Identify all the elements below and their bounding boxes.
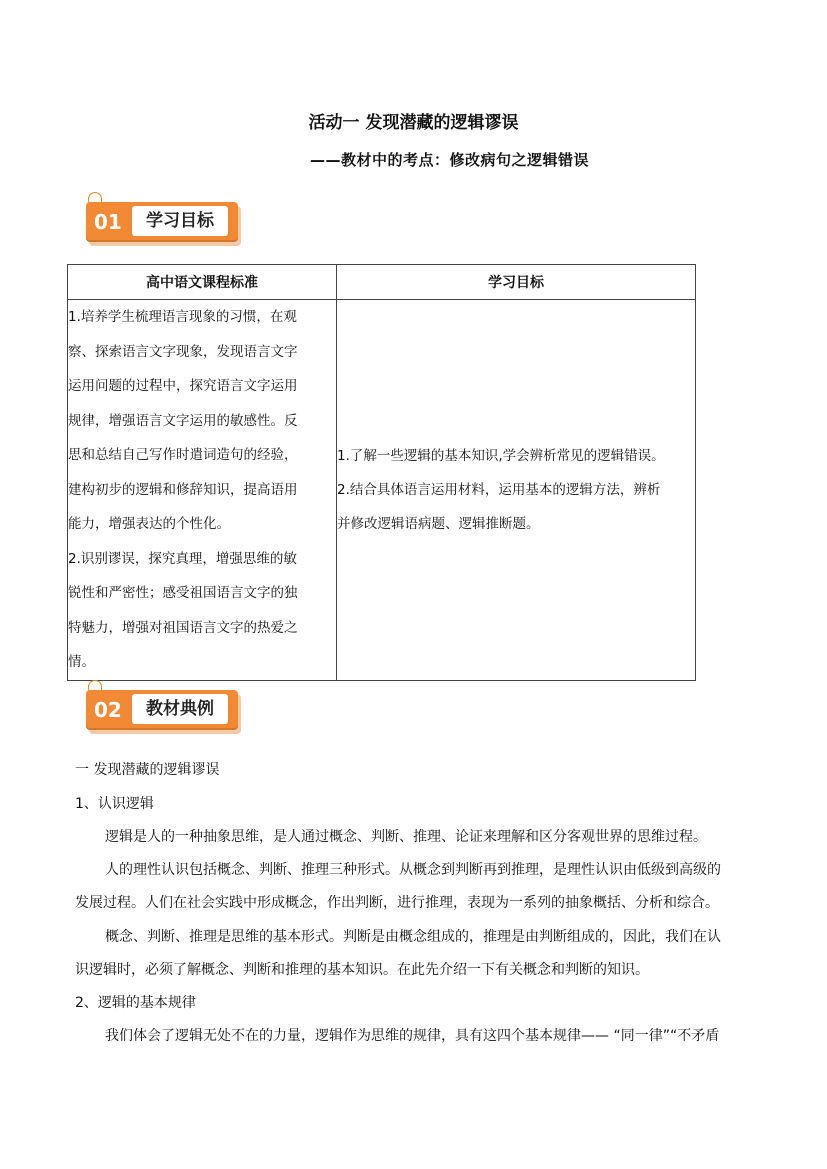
standard-line: 锐性和严密性；感受祖国语言文字的独	[68, 585, 298, 601]
standard-line: 情。	[68, 654, 95, 670]
standard-line: 特魅力，增强对祖国语言文字的热爱之	[68, 619, 298, 636]
paragraph: 识逻辑时，必须了解概念、判断和推理的基本知识。在此先介绍一下有关概念和判断的知识。	[75, 962, 649, 978]
section-heading: 一 发现潜藏的逻辑谬误	[75, 762, 220, 778]
standard-cell	[68, 300, 337, 681]
standard-line: 规律，增强语言文字运用的敏感性。反	[68, 412, 298, 429]
goals-cell	[337, 300, 696, 681]
table-header-standard: 高中语文课程标准	[68, 265, 337, 300]
paragraph: 逻辑是人的一种抽象思维，是人通过概念、判断、推理、论证来理解和区分客观世界的思维过程。	[105, 829, 707, 845]
badge-number: 02	[94, 698, 122, 722]
paragraph: 概念、判断、推理是思维的基本形式。判断是由概念组成的，推理是由判断组成的，因此，我们在认	[105, 929, 721, 945]
standard-line: 运用问题的过程中，探究语言文字运用	[68, 378, 298, 394]
subheading-basic-laws: 2、逻辑的基本规律	[75, 995, 196, 1011]
standard-line: 1.培养学生梳理语言现象的习惯，在观	[68, 309, 297, 325]
page-title: 活动一 发现潜藏的逻辑谬误	[308, 113, 519, 133]
goal-line: 1.了解一些逻辑的基本知识,学会辨析常见的逻辑错误。	[337, 447, 665, 464]
standard-line: 思和总结自己写作时遣词造句的经验，	[68, 447, 298, 463]
badge-label: 教材典例	[132, 694, 228, 724]
section-badge-learning-goals	[86, 192, 246, 248]
standard-line: 能力，增强表达的个性化。	[68, 516, 230, 532]
goal-line: 并修改逻辑语病题、逻辑推断题。	[337, 515, 540, 532]
paragraph: 我们体会了逻辑无处不在的力量，逻辑作为思维的规律，具有这四个基本规律—— “同一律”“不矛盾	[105, 1028, 720, 1044]
standard-line: 2.识别谬误，探究真理，增强思维的敏	[68, 550, 297, 567]
table-header-goals: 学习目标	[337, 265, 696, 300]
badge-label: 学习目标	[132, 206, 228, 236]
section-badge-textbook-examples	[86, 680, 246, 736]
goal-line: 2.结合具体语言运用材料，运用基本的逻辑方法，辨析	[337, 481, 661, 498]
standard-line: 建构初步的逻辑和修辞知识，提高语用	[68, 481, 298, 498]
badge-number: 01	[94, 210, 122, 234]
paragraph: 发展过程。人们在社会实践中形成概念，作出判断，进行推理，表现为一系列的抽象概括、分析和综合。	[75, 895, 719, 911]
goals-table	[67, 264, 696, 681]
paragraph: 人的理性认识包括概念、判断、推理三种形式。从概念到判断再到推理，是理性认识由低级到高级的	[105, 862, 721, 878]
subheading-know-logic: 1、认识逻辑	[75, 796, 154, 812]
page-subtitle: ——教材中的考点：修改病句之逻辑错误	[310, 151, 590, 169]
standard-line: 察、探索语言文字现象，发现语言文字	[68, 343, 298, 360]
